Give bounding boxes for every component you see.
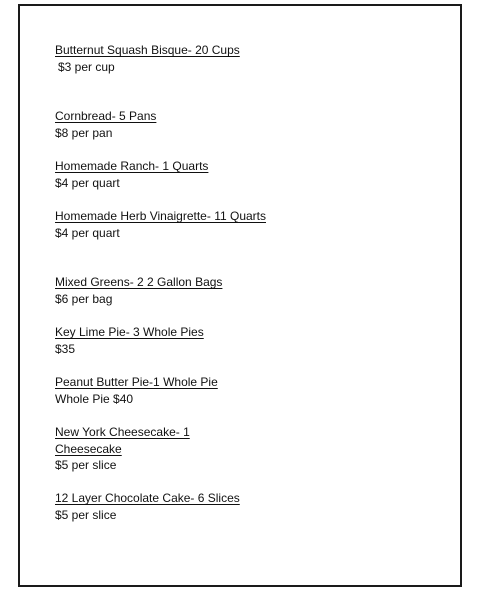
menu-item-homemade-ranch [55,158,285,208]
menu-item-mixed-greens [55,274,285,324]
item-price: $35 [55,341,76,356]
menu-item-key-lime-pie [55,324,285,374]
item-price: Whole Pie $40 [55,391,134,406]
item-price: $6 per bag [55,291,113,306]
item-price: $4 per quart [55,225,120,240]
menu-list [55,42,285,540]
item-price: $4 per quart [55,175,120,190]
item-title: New York Cheesecake- 1 Cheesecake [55,425,190,456]
menu-item-12-layer-chocolate-cake [55,490,285,540]
item-title: Cornbread- 5 Pans [55,109,157,123]
item-price: $5 per slice [55,507,117,522]
item-title: Key Lime Pie- 3 Whole Pies [55,325,204,339]
menu-item-cornbread [55,108,285,158]
menu-item-homemade-herb-vinaigrette [55,208,285,274]
menu-item-peanut-butter-pie [55,374,285,424]
item-title: Mixed Greens- 2 2 Gallon Bags [55,275,223,289]
item-title: Homemade Ranch- 1 Quarts [55,159,209,173]
menu-item-butternut-squash-bisque [55,42,285,108]
item-price: $5 per slice [55,458,117,472]
item-price: $8 per pan [55,125,113,140]
item-title: 12 Layer Chocolate Cake- 6 Slices [55,491,240,505]
item-price: $3 per cup [58,59,115,74]
menu-item-new-york-cheesecake [55,424,285,490]
item-title: Peanut Butter Pie-1 Whole Pie [55,375,218,389]
item-title: Homemade Herb Vinaigrette- 11 Quarts [55,209,266,223]
item-title: Butternut Squash Bisque- 20 Cups [55,43,240,57]
